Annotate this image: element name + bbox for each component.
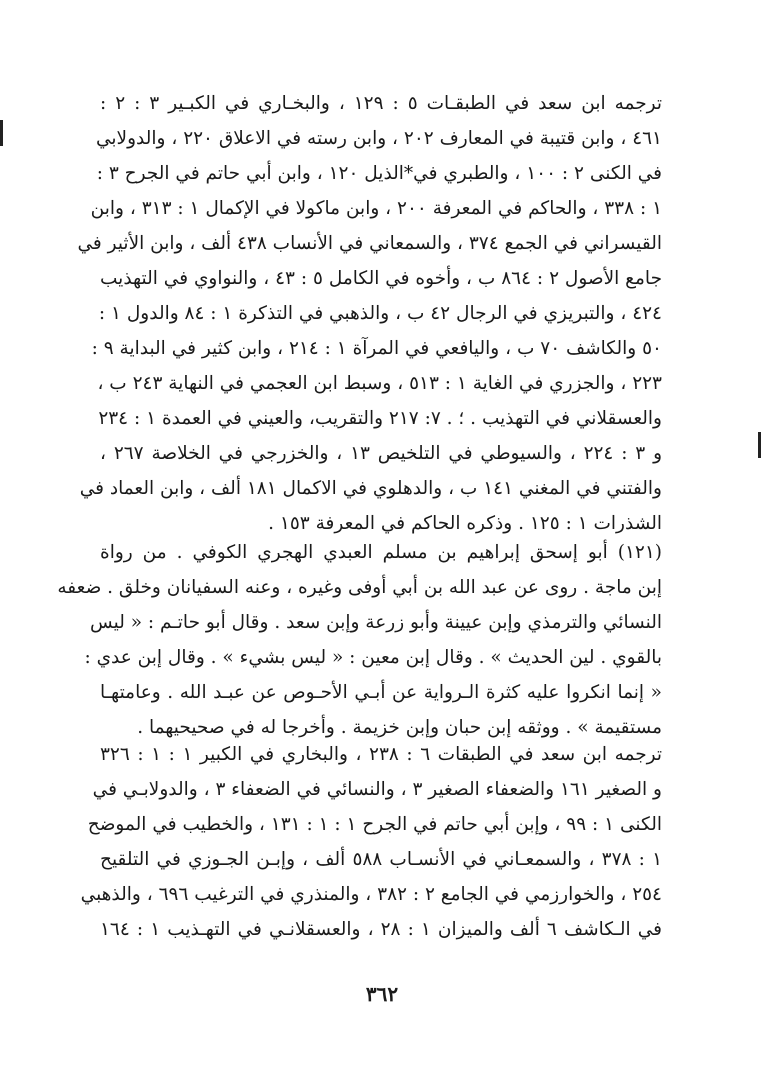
text-line: في الـكاشف ٦ ألف والميزان ١ : ٢٨ ، والعسقلانـي في التهـذيب ١ : ١٦٤ — [100, 919, 662, 940]
text-line: الشذرات ١ : ١٢٥ . وذكره الحاكم في المعرفة ١٥٣ . — [268, 513, 662, 534]
scan-edge-mark — [0, 120, 3, 146]
text-line: في الكنى ٢ : ١٠٠ ، والطبري في*الذيل ١٢٠ ، وابن أبي حاتم في الجرح ٣ : — [96, 163, 662, 184]
text-line: مستقيمة » . ووثقه إبن حبان وإبن خزيمة . وأخرجا له في صحيحيهما . — [137, 717, 662, 738]
text-line: والفتني في المغني ١٤١ ب ، والدهلوي في الاكمال ١٨١ ألف ، وابن العماد في — [79, 478, 662, 499]
scan-edge-mark — [758, 432, 761, 458]
text-line: ٢٥٤ ، والخوارزمي في الجامع ٢ : ٣٨٢ ، والمنذري في الترغيب ٦٩٦ ، والذهبي — [80, 884, 662, 905]
text-line: ترجمه ابن سعد في الطبقات ٦ : ٢٣٨ ، والبخاري في الكبير ١ : ١ : ٣٢٦ — [100, 744, 663, 765]
text-line: (١٢١) أبو إسحق إبراهيم بن مسلم العبدي الهجري الكوفي . من رواة — [100, 542, 662, 563]
text-line: جامع الأصول ٢ : ٨٦٤ ب ، وأخوه في الكامل ٥ : ٤٣ ، والنواوي في التهذيب — [100, 268, 663, 289]
text-line: و ٣ : ٢٢٤ ، والسيوطي في التلخيص ١٣ ، والخزرجي في الخلاصة ٢٦٧ ، — [100, 443, 663, 464]
text-line: ٥٠ والكاشف ٧٠ ب ، واليافعي في المرآة ١ : ٢١٤ ، وابن كثير في البداية ٩ : — [91, 338, 662, 359]
narrator-entry-paragraph — [57, 535, 662, 745]
page-number: ٣٦٢ — [365, 982, 399, 1006]
text-line: و الصغير ١٦١ والضعفاء الصغير ٣ ، والنسائي في الضعفاء ٣ ، والدولابـي في — [92, 779, 662, 800]
text-line: ترجمه ابن سعد في الطبقـات ٥ : ١٢٩ ، والبخـاري في الكبـير ٣ : ٢ : — [100, 93, 662, 114]
text-line: والعسقلاني في التهذيب . ؛ . ٧: ٢١٧ والتقريب، والعيني في العمدة ١ : ٢٣٤ — [98, 408, 662, 429]
text-line: « إنما انكروا عليه كثرة الـرواية عن أبـي الأحـوص عن عبـد الله . وعامتهـا — [100, 682, 662, 703]
text-line: الكنى ١ : ٩٩ ، وإبن أبي حاتم في الجرح ١ : ١ : ١٣١ ، والخطيب في الموضح — [87, 814, 662, 835]
text-line: ١ : ٣٧٨ ، والسمعـاني في الأنسـاب ٥٨٨ ألف ، وإبـن الجـوزي في التلقيح — [100, 849, 662, 870]
text-line: ٤٢٤ ، والتبريزي في الرجال ٤٢ ب ، والذهبي في التذكرة ١ : ٨٤ والدول ١ : — [98, 303, 662, 324]
text-line: بالقوي . لين الحديث » . وقال إبن معين : « ليس بشيء » . وقال إبن عدي : — [84, 647, 662, 668]
text-line: ١ : ٣٣٨ ، والحاكم في المعرفة ٢٠٠ ، وابن ماكولا في الإكمال ١ : ٣١٣ ، وابن — [90, 198, 662, 219]
text-line: إبن ماجة . روى عن عبد الله بن أبي أوفى وغيره ، وعنه السفيانان وخلق . ضعفه — [57, 577, 662, 598]
text-line: ٢٢٣ ، والجزري في الغاية ١ : ٥١٣ ، وسبط ابن العجمي في النهاية ٢٤٣ ب ، — [97, 373, 662, 394]
text-line: ٤٦١ ، وابن قتيبة في المعارف ٢٠٢ ، وابن رسته في الاعلاق ٢٢٠ ، والدولابي — [95, 128, 662, 149]
biography-references-paragraph — [80, 737, 663, 947]
text-line: النسائي والترمذي وإبن عيينة وأبو زرعة وإبن سعد . وقال أبو حاتـم : « ليس — [90, 612, 662, 633]
text-line: القيسراني في الجمع ٣٧٤ ، والسمعاني في الأنساب ٤٣٨ ألف ، وابن الأثير في — [77, 233, 662, 254]
biography-references-paragraph — [77, 86, 663, 541]
